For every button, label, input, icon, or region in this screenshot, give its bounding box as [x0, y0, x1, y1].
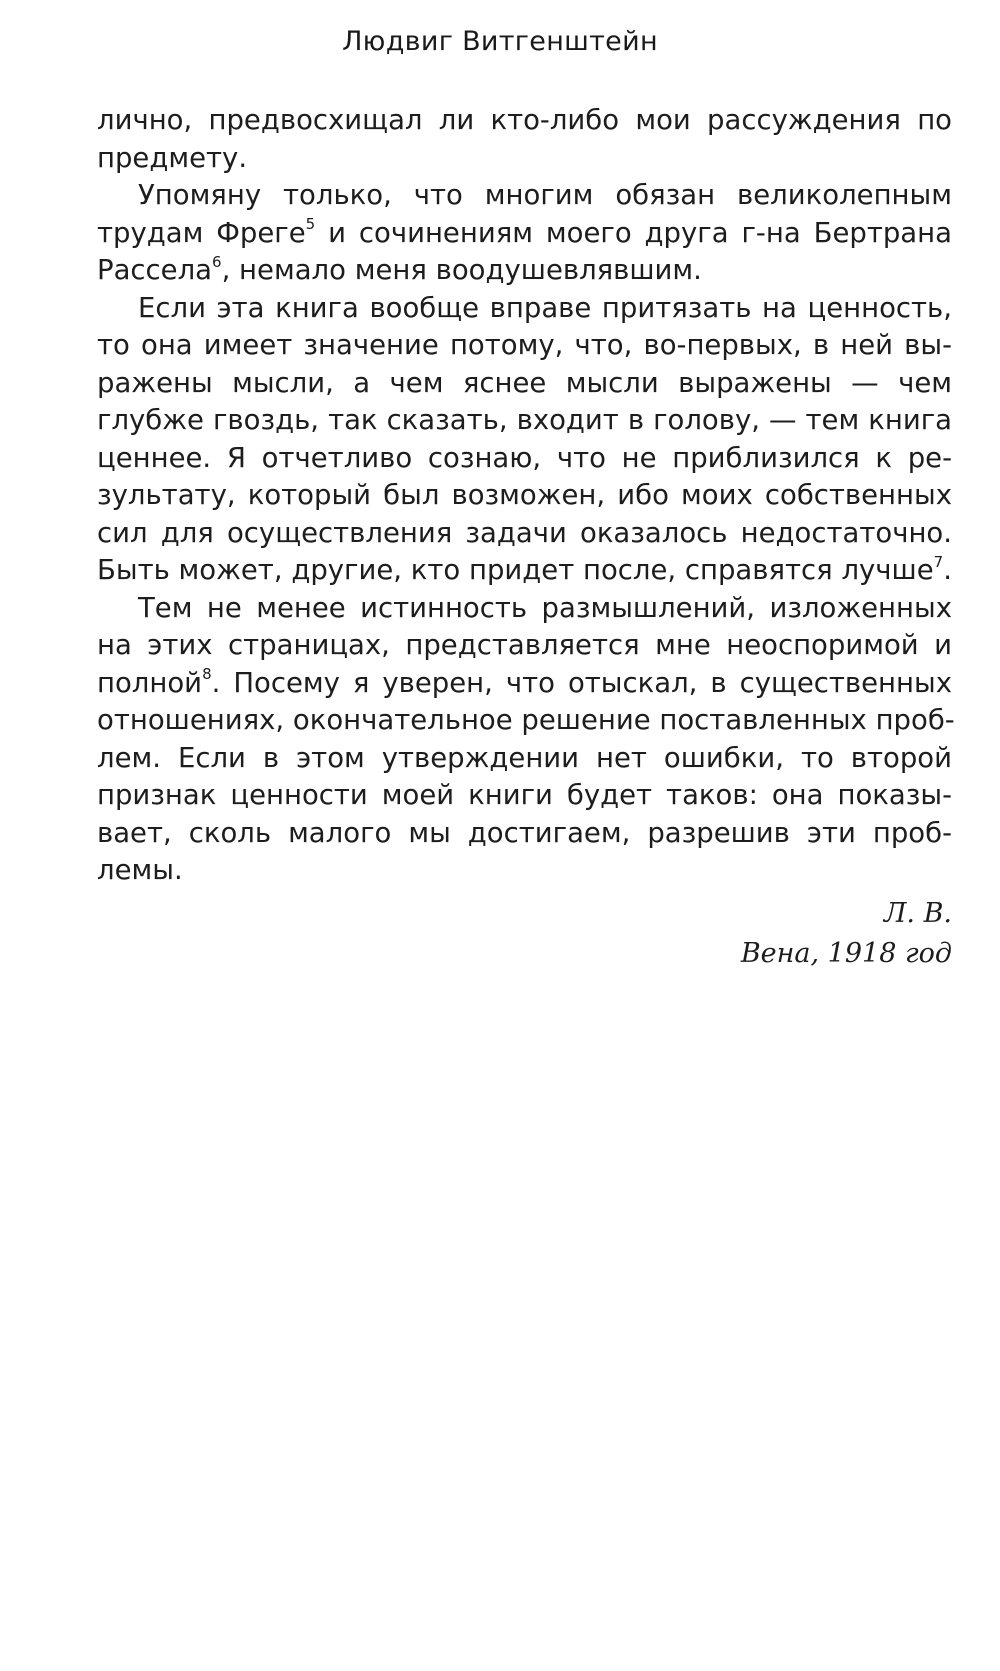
footnote-ref-7: 7: [933, 552, 944, 571]
text-fragment: . Посему я уверен, что отыскал, в существенных: [211, 666, 952, 699]
text-line: [97, 552, 952, 590]
text-line: глубже гвоздь, так сказать, входит в голову, — тем книга: [97, 404, 952, 436]
text-line: на этих страницах, представляется мне неоспоримой и: [97, 629, 952, 661]
text-line: [97, 252, 952, 290]
text-line: Тем не менее истинность размышлений, изложенных: [138, 591, 952, 624]
footnote-ref-8: 8: [202, 665, 212, 684]
text-fragment: Рассела: [97, 254, 213, 286]
text-line: вает, сколь малого мы достигаем, разрешив эти проб-: [97, 816, 952, 849]
text-line: предмету.: [97, 141, 248, 174]
text-line: Упомяну только, что многим обязан великолепным: [138, 179, 952, 211]
running-head: Людвиг Витгенштейн: [342, 26, 658, 57]
signature-place-date: Вена, 1918 год: [740, 938, 952, 969]
text-line: признак ценности моей книги будет таков: она показы-: [97, 779, 952, 811]
text-fragment: , немало меня воодушевлявшим.: [221, 254, 702, 286]
text-line: зультату, который был возможен, ибо моих собственных: [97, 479, 952, 511]
text-line: [97, 665, 952, 703]
text-fragment: полной: [97, 666, 203, 699]
text-fragment: Быть может, другие, кто придет после, справятся лучше: [97, 554, 934, 586]
text-fragment: .: [943, 554, 952, 586]
text-line: отношениях, окончательное решение поставленных проб-: [97, 704, 955, 736]
text-line: ражены мысли, а чем яснее мысли выражены — чем: [97, 366, 952, 399]
signature-initials: Л. В.: [883, 898, 952, 929]
text-fragment: трудам Фреге: [97, 216, 306, 249]
text-line: ценнее. Я отчетливо сознаю, что не приблизился к ре-: [97, 441, 952, 474]
text-line: лем. Если в этом утверждении нет ошибки, то второй: [97, 741, 952, 774]
text-line: лично, предвосхищал ли кто-либо мои рассуждения по: [97, 104, 952, 136]
preface-text: [97, 102, 955, 890]
text-line: то она имеет значение потому, что, во-первых, в ней вы-: [97, 329, 952, 361]
text-line: сил для осуществления задачи оказалось недостаточно.: [97, 516, 952, 549]
text-line: лемы.: [97, 854, 183, 886]
text-line: [97, 215, 952, 253]
footnote-ref-5: 5: [305, 215, 316, 234]
footnote-ref-6: 6: [212, 252, 222, 271]
text-line: Если эта книга вообще вправе притязать на ценность,: [138, 291, 952, 324]
text-fragment: и сочинениям моего друга г-на Бертрана: [315, 216, 952, 249]
